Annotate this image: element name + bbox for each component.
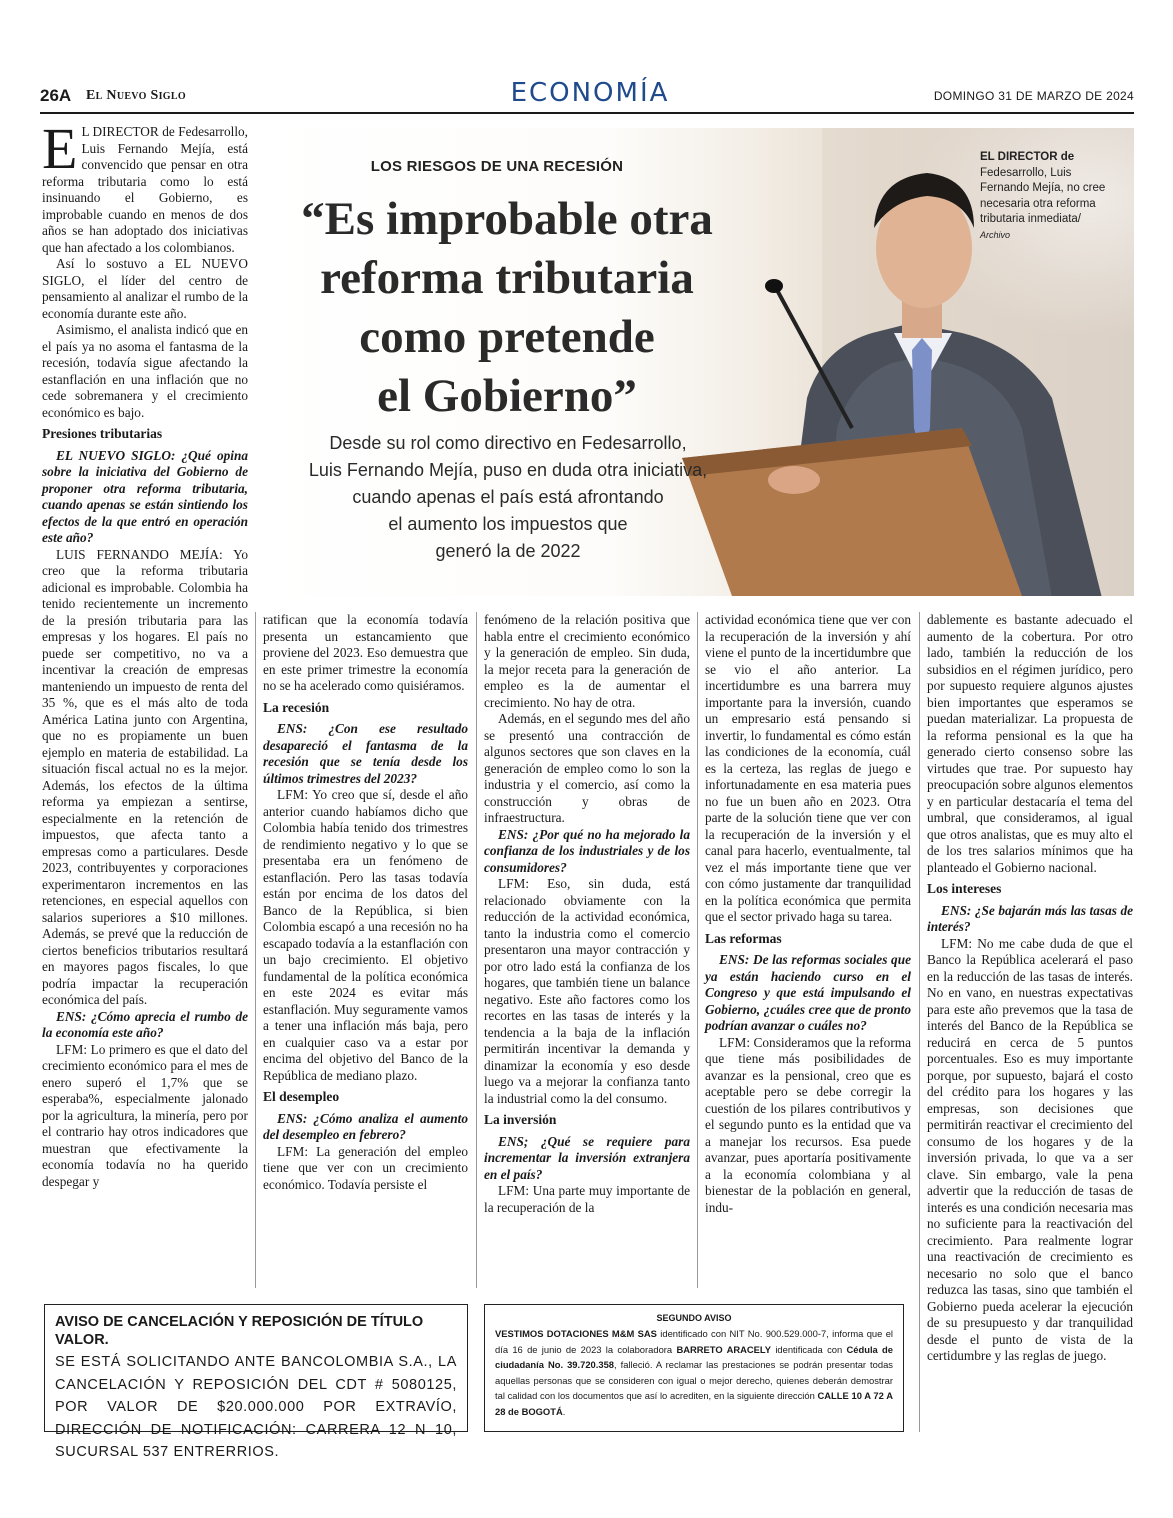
ad-text: . <box>562 1405 566 1417</box>
subheading: La recesión <box>263 699 330 715</box>
ad-address: CALLE 10 A 72 A 28 de BOGOTÁ <box>495 1390 893 1417</box>
interview-answer: LFM: La generación del empleo tiene que ver con un crecimiento económico. Todavía persiste el <box>263 1143 468 1192</box>
paragraph: actividad económica tiene que ver con la recuperación de la inversión y ahí viene el punto de la incertidumbre que se vio el año anterior. La incertidumbre es una barrera muy importante para la inversión, cuando un empresario está pensando si invertir, lo fundamental es cómo están las condiciones de la economía, cuál es la certeza, las reglas de juego e infortunadamente en esa materia pues no fue un buen año en 2023. Otra parte de la solución tiene que ver con la recuperación de la inversión y el canal para hacerlo, eventualmente, tal vez el más importante tiene que ver con cómo justamente dar tranquilidad en la política económica que permita que el sector privado haga su tarea. <box>705 612 911 924</box>
interview-question: ENS; ¿Qué se requiere para incrementar la inversión extranjera en el país? <box>484 1133 690 1182</box>
article-column-2 <box>263 612 468 1193</box>
article-column-1 <box>42 116 248 1190</box>
deck-line: generó la de 2022 <box>435 541 581 561</box>
interview-question: ENS: ¿Con ese resultado desapareció el fantasma de la recesión que se tenía desde los últimos trimestres del 2023? <box>263 721 468 786</box>
ad-title: AVISO DE CANCELACIÓN Y REPOSICIÓN DE TÍTULO VALOR. <box>55 1314 424 1348</box>
column-divider <box>919 612 920 1432</box>
article-kicker: LOS RIESGOS DE UNA RECESIÓN <box>370 158 624 175</box>
paragraph: fenómeno de la relación positiva que habla entre el crecimiento económico y la generación de empleo. Sin duda, la mejor receta para la generación de empleo es la de aumentar el crecimiento. No hay de otra. <box>484 612 690 710</box>
headline-line: reforma tributaria <box>320 252 694 304</box>
interview-question: EL NUEVO SIGLO: ¿Qué opina sobre la iniciativa del Gobierno de proponer otra reforma tributaria, cuando apenas se están sintiendo los efectos de la que entró en operación este año? <box>42 447 248 545</box>
interview-answer: LFM: No me cabe duda de que el Banco la República acelerará el paso en la reducción de las tasas de interés. No en vano, en nuestras expectativas para este año prevemos que la tasa de interés del Banco de la República se reducirá en cerca de 5 puntos porcentuales. Eso es muy importante porque, por supuesto, bajará el costo del crédito para los hogares y las empresas, son decisiones que permitirán reactivar el crecimiento del consumo de los hogares y de la inversión privada, lo que va a ser clave. Sin embargo, vale la pena advertir que la reducción de tasas de interés es una condición necesaria mas no suficiente para la reactivación del crecimiento. Para realmente lograr una reactivación de crecimiento es necesario no solo que el banco reduzca las tasas, sino que también el Gobierno pueda acelerar la ejecución de su presupuesto y dar tranquilidad desde el punto de vista de la certidumbre y las reglas de juego. <box>927 935 1133 1363</box>
drop-cap: E <box>42 116 78 181</box>
paragraph: Así lo sostuvo a EL NUEVO SIGLO, el líder del centro de pensamiento al analizar el rumbo de la economía durante este año. <box>42 256 248 321</box>
deck-line: el aumento los impuestos que <box>388 514 628 534</box>
ad-body: SE ESTÁ SOLICITANDO ANTE BANCOLOMBIA S.A., LA CANCELACIÓN Y REPOSICIÓN DEL CDT # 5080125, POR VALOR DE $20.000.000 POR EXTRAVÍO, DIRECCIÓN DE NOTIFICACIÓN: CARRERA 12 N 10, SUCURSAL 537 ENTRERRIOS. <box>55 1354 457 1460</box>
column-divider <box>255 612 256 1288</box>
classified-ad-notice <box>484 1304 904 1432</box>
photo-caption <box>980 150 1120 243</box>
issue-date: DOMINGO 31 DE MARZO DE 2024 <box>933 89 1134 103</box>
deck-line: Desde su rol como directivo en Fedesarrollo, <box>329 433 687 453</box>
subheading: El desempleo <box>263 1089 340 1104</box>
interview-answer: LFM: Una parte muy importante de la recuperación de la <box>484 1183 690 1215</box>
article-column-5 <box>927 612 1133 1365</box>
ad-text: identificado con NIT No. 900.529.000-7, informa que el día 16 de junio de 2023 la colaboradora <box>495 1328 893 1355</box>
caption-lead: EL DIRECTOR de <box>980 151 1075 163</box>
interview-answer: LFM: Eso, sin duda, está relacionado obviamente con la reducción de la actividad económica, tanto la industria como el comercio presentaron una mayor contracción y por otro lado está la confianza de los hogares, que también tiene un balance negativo. Este año factores como los recortes en las tasas de interés y la tendencia a la baja de la inflación permitirán incentivar la demanda y dinamizar la economía y eso desde luego va a mejorar la confianza tanto la industrial como la del consumo. <box>484 876 690 1106</box>
interview-question: ENS: ¿Se bajarán más las tasas de interés? <box>927 902 1133 934</box>
article-column-4 <box>705 612 911 1216</box>
article-deck <box>268 430 748 565</box>
headline-line: el Gobierno” <box>377 370 637 422</box>
ad-title: SEGUNDO AVISO <box>656 1313 732 1323</box>
photo-credit: Archivo <box>980 229 1011 240</box>
deck-line: Luis Fernando Mejía, puso en duda otra iniciativa, <box>308 460 708 480</box>
subheading: Presiones tributarias <box>42 426 163 441</box>
column-divider <box>697 612 698 1288</box>
subheading: La inversión <box>484 1112 557 1127</box>
subheading: Los intereses <box>927 881 1002 896</box>
ad-id: Cédula de ciudadanía No. 39.720.358 <box>495 1343 893 1370</box>
column-divider <box>476 612 477 1288</box>
lead-text: L DIRECTOR de Fedesarrollo, Luis Fernando Mejía, está convencido que pensar en otra reforma tributaria como lo está insinuando el Gobierno, es improbable cuando en menos de dos años se han adoptado dos iniciativas que han afectado a los colombianos. <box>42 124 248 255</box>
ad-body <box>495 1326 893 1419</box>
interview-question: ENS: ¿Por qué no ha mejorado la confianza de los industriales y de los consumidores? <box>484 826 690 875</box>
section-title: ECONOMÍA <box>510 78 670 108</box>
newspaper-name: El Nuevo Siglo <box>86 88 186 103</box>
subheading: Las reformas <box>705 930 782 946</box>
interview-answer: LFM: Lo primero es que el dato del crecimiento económico para el mes de enero superó el 1,7% que se esperaba%, especialmente jalonado por la agricultura, la minería, pero por el contrario hay otros indicadores que muestran que efectivamente la economía todavía no ha querido despegar y <box>42 1041 248 1189</box>
page-header <box>40 78 1134 112</box>
interview-answer: LFM: Consideramos que la reforma que tiene más posibilidades de avanzar es la pensional, creo que es aceptable pero se debe corregir la cuestión de los pilares contributivos y el segundo punto es la entidad que va a manejar los recursos. Esa puede avanzar, pues aportaría positivamente a la economía colombiana y al bienestar de la población en general, indu- <box>705 1034 911 1215</box>
paragraph: Asimismo, el analista indicó que en el país ya no asoma el fantasma de la recesión, todavía sigue afectando la estanflación en una inflación que no cede sobremanera y el crecimiento económico es bajo. <box>42 322 248 420</box>
header-rule <box>40 112 1134 114</box>
interview-question: ENS: De las reformas sociales que ya están haciendo curso en el Congreso y que está impulsando el Gobierno, ¿cuáles cree que de pronto podrían avanzar o cuáles no? <box>705 952 911 1033</box>
paragraph: ratifican que la economía todavía presenta un estancamiento que proviene del 2023. Eso demuestra que en este primer trimestre la economía no se ha acelerado como quisiéramos. <box>263 612 468 693</box>
headline-line: como pretende <box>359 311 655 363</box>
deck-line: cuando apenas el país está afrontando <box>352 487 664 507</box>
caption-text: Fedesarrollo, Luis Fernando Mejía, no cree necesaria otra reforma tributaria inmediata/ <box>980 166 1106 225</box>
interview-answer: LUIS FERNANDO MEJÍA: Yo creo que la reforma tributaria adicional es improbable. Colombia ha tenido recientemente un incremento de la presión tributaria para las empresas y los hogares. El país no puede ser competitivo, no va a incentivar la creación de empresas manteniendo un impuesto de renta del 35 %, que es el más alto de toda América Latina junto con Argentina, que no es propiamente un buen ejemplo en materia de estabilidad. La situación fiscal actual no es la mejor. Además, los efectos de la última reforma ya empiezan a sentirse, especialmente en la retención de impuestos, que afecta tanto a empresas como a particulares. Desde 2023, contribuyentes y corporaciones experimentaron incrementos en las retenciones, en especial aquellos con salarios superiores a $10 millones. Además, se prevé que la reducción de ciertos beneficios tributarios resultará en mayores pagos fiscales, lo que podría impactar la recuperación económica del país. <box>42 546 248 1007</box>
ad-text: identificada con <box>771 1343 847 1355</box>
article-column-3 <box>484 612 690 1216</box>
lead-photo <box>262 128 1134 596</box>
interview-question: ENS: ¿Cómo aprecia el rumbo de la economía este año? <box>42 1008 248 1040</box>
paragraph: Además, en el segundo mes del año se presentó una contracción de algunos sectores que son claves en la generación de empleo como lo son la industria y el comercio, así como la construcción y obras de infraestructura. <box>484 711 690 825</box>
lead-paragraph <box>42 116 248 256</box>
article-headline <box>272 190 742 426</box>
classified-ad-cdt <box>44 1304 468 1460</box>
paragraph: dablemente es bastante adecuado el aumento de la cobertura. Por otro lado, también la reducción de los subsidios en el régimen jurídico, pero por supuesto requiere algunos ajustes bien importantes que esperamos se puedan materializar. La propuesta de la reforma pensional es la que ha generado cierto consenso sobre las virtudes que trae. Por supuesto hay preocupación sobre algunos elementos y en particular destacaría el tema del umbral, que consideramos, al igual que otros analistas, que es muy alto el de los tres salarios mínimos que ha planteado el Gobierno nacional. <box>927 612 1133 875</box>
page-number: 26A <box>40 86 72 105</box>
ad-company: VESTIMOS DOTACIONES M&M SAS <box>495 1328 657 1339</box>
ad-person: BARRETO ARACELY <box>676 1343 772 1355</box>
headline-line: “Es improbable otra <box>301 193 713 245</box>
interview-question: ENS: ¿Cómo analiza el aumento del desempleo en febrero? <box>263 1110 468 1142</box>
ad-text: , falleció. A reclamar las prestaciones se podrán presentar todas aquellas personas que se consideren con igual o mejor derecho, quienes deberán demostrar tal calidad con los documentos que así lo acrediten, en la siguiente dirección <box>495 1359 893 1401</box>
interview-answer: LFM: Yo creo que sí, desde el año anterior cuando habíamos dicho que Colombia había tenido dos trimestres de rendimiento negativo y lo que se presentaba era un fenómeno de estanflación. Pero las tasas todavía están por encima de los datos del Banco de la República, si bien Colombia escapó a una recesión no ha escapado todavía a la estanflación con un bajo crecimiento. El objetivo fundamental de la política económica en este 2024 es evitar más estanflación. Muy seguramente vamos a tener una inflación más baja, pero en cualquier caso va a estar por encima del objetivo del Banco de la República de mediano plazo. <box>263 787 468 1083</box>
